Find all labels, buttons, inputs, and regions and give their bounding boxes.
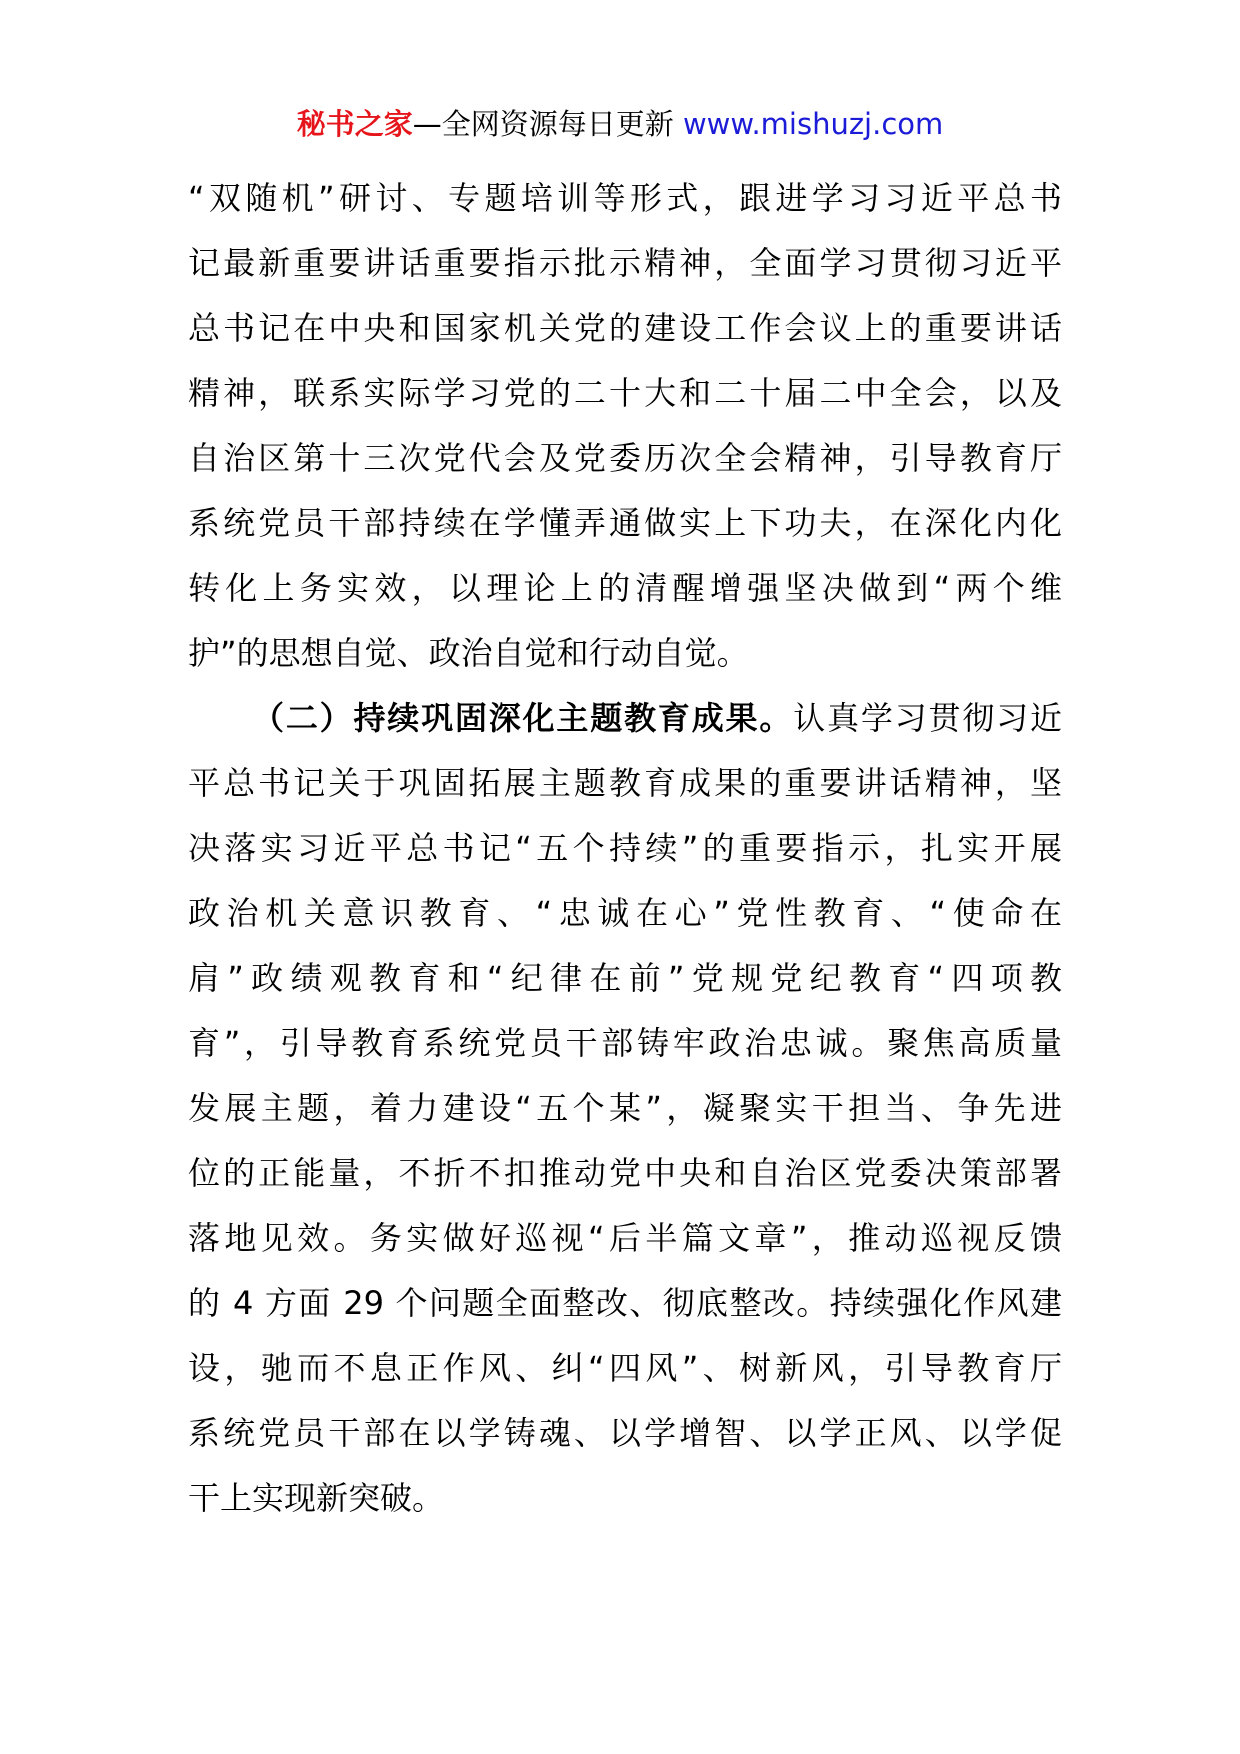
- text-line: 落地见效。务实做好巡视“后半篇文章”，推动巡视反馈: [188, 1219, 1062, 1257]
- text-line: 自治区第十三次党代会及党委历次全会精神，引导教育厅: [188, 439, 1062, 477]
- text-line: 总书记在中央和国家机关党的建设工作会议上的重要讲话: [188, 309, 1062, 347]
- text-line: 位的正能量，不折不扣推动党中央和自治区党委决策部署: [188, 1154, 1062, 1192]
- header-tagline: —全网资源每日更新: [412, 107, 674, 141]
- text-line: 政治机关意识教育、“忠诚在心”党性教育、“使命在: [188, 894, 1062, 932]
- text-line: 的 4 方面 29 个问题全面整改、彻底整改。持续强化作风建: [188, 1284, 1062, 1322]
- text-line: 记最新重要讲话重要指示批示精神，全面学习贯彻习近平: [188, 244, 1062, 282]
- text-line: 护”的思想自觉、政治自觉和行动自觉。: [188, 634, 749, 672]
- text-line: 发展主题，着力建设“五个某”，凝聚实干担当、争先进: [188, 1089, 1062, 1127]
- section-heading: （二）持续巩固深化主题教育成果。: [252, 699, 794, 737]
- text-line: 系统党员干部持续在学懂弄通做实上下功夫，在深化内化: [188, 504, 1062, 542]
- text-line: 精神，联系实际学习党的二十大和二十届二中全会，以及: [188, 374, 1062, 412]
- text-line: 转化上务实效，以理论上的清醒增强坚决做到“两个维: [188, 569, 1062, 607]
- text-line: “双随机”研讨、专题培训等形式，跟进学习习近平总书: [188, 179, 1062, 217]
- text-line: 肩”政绩观教育和“纪律在前”党规党纪教育“四项教: [188, 959, 1062, 997]
- text-line: 干上实现新突破。: [188, 1479, 445, 1517]
- document-body: [188, 166, 1062, 1531]
- header-site-link[interactable]: www.mishuzj.com: [682, 107, 944, 141]
- paragraph-1: [188, 166, 1062, 686]
- paragraph-2: [188, 686, 1062, 1531]
- text-line: 系统党员干部在以学铸魂、以学增智、以学正风、以学促: [188, 1414, 1062, 1452]
- text-line-with-heading: [188, 686, 1062, 751]
- text-line: 决落实习近平总书记“五个持续”的重要指示，扎实开展: [188, 829, 1062, 867]
- header-brand: 秘书之家: [296, 107, 413, 141]
- text-line: 设，驰而不息正作风、纠“四风”、树新风，引导教育厅: [188, 1349, 1062, 1387]
- text-line: 育”，引导教育系统党员干部铸牢政治忠诚。聚焦高质量: [188, 1024, 1062, 1062]
- text-line: 平总书记关于巩固拓展主题教育成果的重要讲话精神，坚: [188, 764, 1062, 802]
- page-header: [0, 104, 1240, 144]
- heading-line-rest: 认真学习贯彻习近: [793, 699, 1062, 737]
